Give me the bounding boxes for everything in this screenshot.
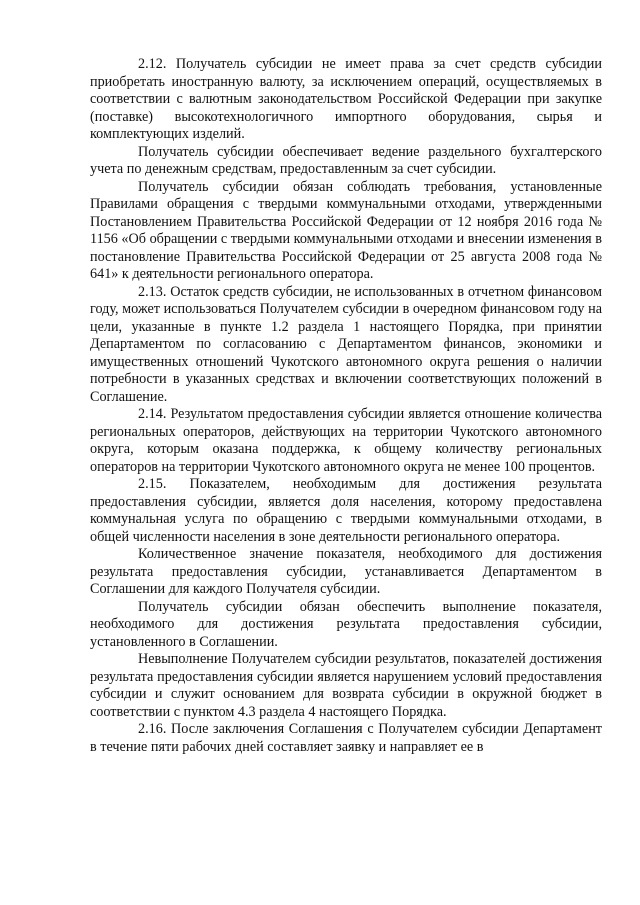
paragraph-2-15: 2.15. Показателем, необходимым для достижения результата предоставления субсидии, является доля населения, которому предоставлена коммунальная услуга по обращению с твердыми коммунальными отходами, в общей численности населения в зоне деятельности регионального оператора. xyxy=(90,476,602,545)
paragraph-indicator-obligation: Получатель субсидии обязан обеспечить выполнение показателя, необходимого для достижения результата предоставления субсидии, установленного в Соглашении. xyxy=(90,598,602,650)
paragraph-indicator-value: Количественное значение показателя, необходимого для достижения результата предоставления субсидии, устанавливается Департаментом в Соглашении для каждого Получателя субсидии. xyxy=(90,546,602,597)
paragraph-2-12: 2.12. Получатель субсидии не имеет права за счет средств субсидии приобретать иностранную валюту, за исключением операций, осуществляемых в соответствии с валютным законодательством Российской Федерации при закупке (поставке) высокотехнологичного импортного оборудования, сырья и комплектующих изделий. xyxy=(90,56,602,142)
paragraph-2-14: 2.14. Результатом предоставления субсидии является отношение количества региональных операторов, действующих на территории Чукотского автономного округа, которым оказана поддержка, к общему количеству региональных операторов на территории Чукотского автономного округа не менее 100 процентов. xyxy=(90,406,602,475)
paragraph-waste-rules: Получатель субсидии обязан соблюдать требования, установленные Правилами обращения с твердыми коммунальными отходами, утвержденными Постановлением Правительства Российской Федерации от 12 ноября 2016 года № 1156 «Об обращении с твердыми коммунальными отходами и внесении изменения в постановление Правительства Российской Федерации от 25 августа 2008 года № 641» к деятельности регионального оператора. xyxy=(90,178,602,282)
document-page xyxy=(90,56,602,756)
paragraph-2-16: 2.16. После заключения Соглашения с Получателем субсидии Департамент в течение пяти рабочих дней составляет заявку и направляет ее в xyxy=(90,721,602,755)
paragraph-separate-accounting: Получатель субсидии обеспечивает ведение раздельного бухгалтерского учета по денежным средствам, предоставленным за счет субсидии. xyxy=(90,143,602,177)
paragraph-non-fulfillment: Невыполнение Получателем субсидии результатов, показателей достижения результата предоставления субсидии является нарушением условий предоставления субсидии и служит основанием для возврата субсидии в окружной бюджет в соответствии с пунктом 4.3 раздела 4 настоящего Порядка. xyxy=(90,651,602,720)
paragraph-2-13: 2.13. Остаток средств субсидии, не использованных в отчетном финансовом году, может использоваться Получателем субсидии в очередном финансовом году на цели, указанные в пункте 1.2 раздела 1 настоящего Порядка, при принятии Департаментом по согласованию с Департаментом финансов, экономики и имущественных отношений Чукотского автономного округа решения о наличии потребности в указанных средствах и включении соответствующих положений в Соглашение. xyxy=(90,283,602,405)
